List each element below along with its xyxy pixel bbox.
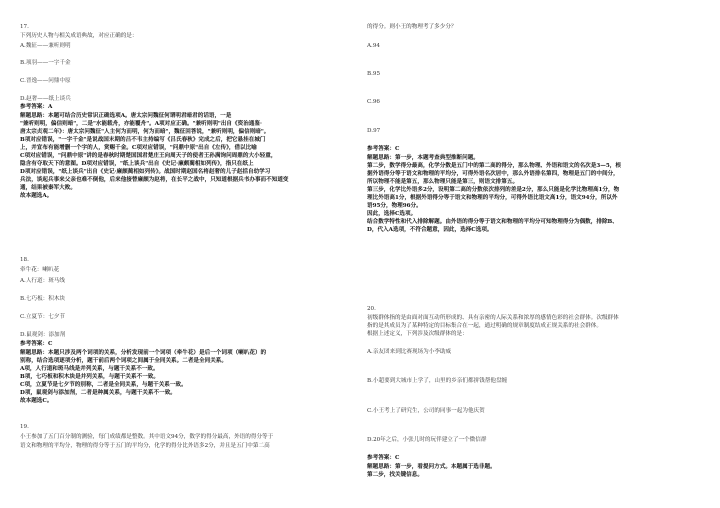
question-20-analysis-line: 第二步，找关键信息。 (367, 472, 423, 478)
question-17-option-c: C.晋逸——问鼎中原 (20, 78, 71, 84)
question-20-answer: 参考答案：C (367, 455, 400, 461)
question-20-option-b: B.小超要到大城市上学了，山里的乡亲们都拼钱帮他盘缠 (367, 378, 508, 384)
question-19-option-d: D.97 (367, 128, 381, 134)
question-17-analysis-line: D项对应错误，"纸上谈兵"出自《史记·廉颇蔺相如列传》。战国时期赵国名将赵奢的儿子赵括自幼学习 (20, 169, 271, 175)
question-17-answer: 参考答案：A (20, 104, 53, 110)
question-19-analysis-line: 第二步，数学得分最高，化学分数是五门中的第二高的得分，那么物理、外语和语文的名次是3—5，根 (367, 163, 621, 169)
question-20-stem-line: 指的是其成员为了某种特定的目标集合在一起，通过明确的规章制度结成正规关系的社会群体。 (367, 323, 602, 329)
question-20-analysis-line: 解题思路：第一步，看提问方式。本题属于选非题。 (367, 464, 496, 470)
question-19-analysis-line: 所以物理不能是第五，那么物理只能是第三，则语文排第五。 (367, 179, 519, 185)
question-17-option-a: A.魏征——兼听则明 (20, 43, 71, 49)
question-17-analysis-line: C项对应错误，"问鼎中原"讲的是春秋时期楚国国君楚庄王向周天子的使者王孙满询问周鼎的大小轻重， (20, 153, 277, 159)
question-17-analysis-line: 解题思路：本题可结合历史常识正确选项A。唐太宗问魏征何谓明君暗君的话语，一是 (20, 113, 232, 119)
question-19-analysis-line: 结合数学特性和代入排除解题。由外语的得分等于语文和物理的平均分可知物理得分为偶数，排除B、 (367, 219, 618, 225)
question-18-option-c: C.立夏节：七夕节 (20, 314, 66, 320)
question-18-answer: 参考答案：C (20, 341, 53, 347)
question-17-stem: 下列历史人物与相关成语典故，对应正确的是： (20, 33, 138, 39)
question-17-analysis-line: B项对应错误，"一字千金"是说战国末期的吕不韦主持编写《吕氏春秋》完成之后，把它悬挂在城门 (20, 137, 266, 143)
question-19-option-b: B.95 (367, 71, 381, 77)
question-20-option-c: C.小王考上了研究生，公司的同事一起为他庆贺 (367, 408, 485, 414)
question-17-analysis-line: 故本题选A。 (20, 193, 53, 199)
question-18-stem: 牵牛花：喇叭花 (20, 267, 60, 273)
question-18-number: 18. (20, 257, 29, 263)
question-19-analysis-line: 解题思路：第一步，本题考查典型推断问题。 (367, 155, 479, 161)
question-19-answer: 参考答案：C (367, 146, 400, 152)
question-17-analysis-line: 通，结果被秦军大败。 (20, 185, 76, 191)
question-17-number: 17. (20, 24, 29, 30)
question-20-option-d: D.20年之后，小张儿时的玩伴建立了一个微信群 (367, 437, 487, 443)
question-18-option-a: A.人行道：斑马线 (20, 278, 65, 284)
question-18-option-d: D.鼠观剑：添加剂 (20, 332, 66, 338)
question-19-analysis-line: 第三步，化学比外语多2分，设明第二高的分数依次排列的差是2分，那么只能是化学比物理高1分，物 (367, 187, 620, 193)
question-19-analysis-line: 据外语得分等于语文和物理的平均分，可得外语名次居中，那么外语排名第四，物理是五门的中间分， (367, 171, 619, 177)
question-18-analysis-line: C项，立夏节是七夕节的别称，二者是全同关系，与题干关系一致。 (20, 382, 187, 388)
question-18-analysis-line: 别称，结合选项逐项分析，题干前后两个词项之间属于全同关系。二者是全同关系。 (20, 358, 227, 364)
question-19-stem-tail: 的得分。则小王的物理考了多少分？ (367, 24, 457, 30)
question-18-analysis-line: A项，人行道和斑马线是并列关系，与题干关系不一致。 (20, 366, 159, 372)
question-19-stem-line: 语文和物理的平均分，物理的得分等于五门的平均分，化学的得分比外语多2分，并且是五门中第二高 (20, 443, 270, 449)
question-17-analysis-line: 唐太宗贞观二年》：唐太宗问魏征"人主何为而明，何为而暗"，魏征回答说，"兼听则明，偏信则暗"。 (20, 129, 270, 135)
question-19-option-a: A.94 (367, 43, 380, 49)
question-19-analysis-line: 因此，选择C选项。 (367, 211, 417, 217)
question-17-analysis-line: 兵法，谈起兵事来父亲也难不倒他，后来他接替廉颇为赵将，在长平之战中，只知道根据兵书办事而不知道变 (20, 177, 289, 183)
question-19-analysis-line: 理比外语高1分，根据外语得分等于语文和物理的平均分，可得外语比语文高1分，语文94分，所以外 (367, 195, 618, 201)
question-19-analysis-line: 语95分，物理96分。 (367, 203, 422, 209)
question-20-stem-line: 根据上述定义，下列涉及次级群体的是： (367, 331, 468, 337)
question-17-analysis-line: 上，并宣布有能增删一个字的人，赏赐千金。C项对应错误，"问鼎中原"出自《左传》，借以比喻 (20, 145, 257, 151)
question-20-stem-line: 初级群体指的是由面对面互动所形成的、具有亲密的人际关系和浓厚的感情色彩的社会群体。次级群体 (367, 315, 619, 321)
question-18-analysis-line: D项，鼠观剑与添加剂，二者是种属关系，与题干关系不一致。 (20, 390, 176, 396)
question-17-option-d: D.赵奢——纸上谈兵 (20, 96, 71, 102)
question-18-analysis-line: B项，七巧板和积木块是并列关系，与题干关系不一致。 (20, 374, 159, 380)
question-18-option-b: B.七巧板：积木块 (20, 296, 66, 302)
question-19-analysis-line: D，代入A选项，不符合题意，因此，选择C选项。 (367, 227, 493, 233)
question-18-analysis-line: 故本题选C。 (20, 398, 53, 404)
question-19-option-c: C.96 (367, 99, 380, 105)
question-20-number: 20. (367, 306, 376, 312)
question-17-analysis-line: "兼听则明，偏信则暗"，二是"水能载舟，亦能覆舟"。A项对应正确。"兼听则明"出自《资治通鉴· (20, 121, 262, 127)
question-17-analysis-line: 隐含有夺取天下的意图。D项对应错误，"纸上谈兵"出自《史记·廉颇蔺相如列传》，指只在纸上 (20, 161, 254, 167)
question-18-analysis-line: 解题思路：本题只涉及两个词项的关系，分析发现前一个词项（牵牛花）是后一个词项（喇叭花）的 (20, 350, 267, 356)
question-19-number: 19. (20, 424, 29, 430)
question-17-option-b: B.项羽——一字千金 (20, 60, 71, 66)
question-19-stem-line: 小王参加了五门百分制的测验，每门成绩都是整数。其中语文94分，数学的得分最高，外语的得分等于 (20, 434, 274, 440)
question-20-option-a: A.亲友团来到比赛现场为小李助威 (367, 349, 452, 355)
